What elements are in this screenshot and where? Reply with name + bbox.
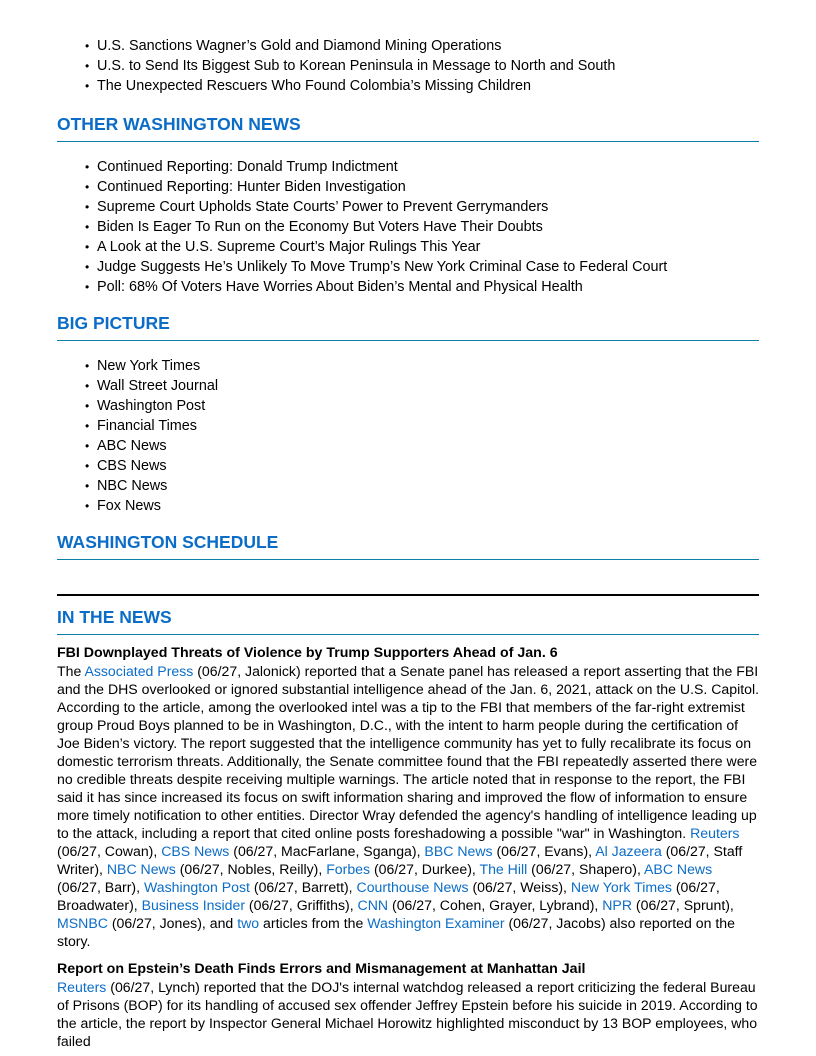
list-item[interactable]: • Supreme Court Upholds State Courts’ Power to Prevent Gerrymanders xyxy=(97,197,759,217)
source-link[interactable]: ABC News xyxy=(644,861,713,877)
list-item[interactable]: • New York Times xyxy=(97,356,759,376)
article-text: (06/27, Evans), xyxy=(492,843,596,859)
article-text: (06/27, Shapero), xyxy=(527,861,645,877)
list-item[interactable]: • A Look at the U.S. Supreme Court’s Major Rulings This Year xyxy=(97,237,759,257)
source-link[interactable]: Reuters xyxy=(690,825,740,841)
source-link[interactable]: MSNBC xyxy=(57,915,108,931)
source-link[interactable]: Washington Post xyxy=(143,879,250,895)
section-divider xyxy=(57,594,759,596)
source-link[interactable]: Business Insider xyxy=(141,897,246,913)
other-washington-news-list xyxy=(57,157,759,297)
list-item[interactable]: • Poll: 68% Of Voters Have Worries About Biden’s Mental and Physical Health xyxy=(97,277,759,297)
source-link[interactable]: CNN xyxy=(357,897,389,913)
list-item[interactable]: • NBC News xyxy=(97,476,759,496)
article-text: articles from the xyxy=(259,915,368,931)
source-link[interactable]: Courthouse News xyxy=(356,879,469,895)
list-item[interactable]: • Continued Reporting: Hunter Biden Investigation xyxy=(97,177,759,197)
article-text: (06/27, Sprunt), xyxy=(632,897,734,913)
list-item[interactable]: • Financial Times xyxy=(97,416,759,436)
article-text: (06/27, Jones), and xyxy=(107,915,238,931)
source-link[interactable]: Forbes xyxy=(326,861,371,877)
article-text: (06/27, Barr), xyxy=(57,879,144,895)
source-link[interactable]: two xyxy=(237,915,260,931)
document-page xyxy=(57,35,759,1050)
article xyxy=(57,644,759,950)
article-body xyxy=(57,978,759,1050)
article-title: FBI Downplayed Threats of Violence by Trump Supporters Ahead of Jan. 6 xyxy=(57,645,558,661)
source-link[interactable]: Associated Press xyxy=(84,663,194,679)
list-item[interactable]: • Biden Is Eager To Run on the Economy But Voters Have Their Doubts xyxy=(97,217,759,237)
source-link[interactable]: CBS News xyxy=(161,843,230,859)
section-heading-in-the-news: IN THE NEWS xyxy=(57,606,759,635)
top-headline-list xyxy=(57,36,759,96)
article-text: (06/27, Jacobs) also reported on the story. xyxy=(57,915,735,949)
source-link[interactable]: Washington Examiner xyxy=(367,915,505,931)
list-item[interactable]: • Judge Suggests He’s Unlikely To Move Trump’s New York Criminal Case to Federal Court xyxy=(97,257,759,277)
source-link[interactable]: New York Times xyxy=(570,879,672,895)
article-text: The xyxy=(57,663,85,679)
source-link[interactable]: NPR xyxy=(602,897,632,913)
list-item[interactable]: • Wall Street Journal xyxy=(97,376,759,396)
section-heading-washington-schedule: WASHINGTON SCHEDULE xyxy=(57,531,759,560)
list-item[interactable]: • Washington Post xyxy=(97,396,759,416)
article-text: (06/27, Nobles, Reilly), xyxy=(175,861,327,877)
article-text: (06/27, Barrett), xyxy=(249,879,357,895)
article-text: (06/27, Staff Writer), xyxy=(57,843,743,877)
article-text: (06/27, Griffiths), xyxy=(245,897,358,913)
article-body xyxy=(57,662,759,950)
list-item[interactable]: • CBS News xyxy=(97,456,759,476)
article-text: (06/27, Lynch) reported that the DOJ's internal watchdog released a report criticizing the federal Bureau of Prisons (BOP) for its handling of accused sex offender Jeffrey Epstein before his suicide in 2019. According to the article, the report by Inspector General Michael Horowitz highlighted misconduct by 13 BOP employees, who failed xyxy=(57,979,758,1049)
article-text: (06/27, Jalonick) reported that a Senate panel has released a report asserting that the FBI and the DHS overlooked or ignored substantial intelligence ahead of the Jan. 6, 2021, attack on the U.S. Capitol. According to the article, among the overlooked intel was a tip to the FBI that members of the far-right extremist group Proud Boys planned to be in Washington, D.C., with the intent to harm people during the certification of Joe Biden’s victory. The report suggested that the intelligence community has yet to fully recalibrate its focus on domestic terrorism threats. Additionally, the Senate committee found that the FBI repeatedly asserted there were no credible threats despite receiving multiple warnings. The article noted that in response to the report, the FBI said it has since increased its focus on swift information sharing and improved the flow of information to ensure more timely notification to other entities. Director Wray defended the agency's handling of intelligence leading up to the attack, including a report that cited online posts foreshadowing a possible "war" in Washington. xyxy=(57,663,760,841)
article-text: (06/27, Weiss), xyxy=(468,879,571,895)
section-heading-big-picture: BIG PICTURE xyxy=(57,312,759,341)
article-text: (06/27, Cowan), xyxy=(57,843,162,859)
article-title: Report on Epstein’s Death Finds Errors and Mismanagement at Manhattan Jail xyxy=(57,961,586,977)
section-heading-other-washington-news: OTHER WASHINGTON NEWS xyxy=(57,113,759,142)
article-text: (06/27, Durkee), xyxy=(370,861,480,877)
article-text: (06/27, Broadwater), xyxy=(57,879,720,913)
list-item[interactable]: • ABC News xyxy=(97,436,759,456)
list-item[interactable]: • U.S. Sanctions Wagner’s Gold and Diamond Mining Operations xyxy=(97,36,759,56)
source-link[interactable]: Al Jazeera xyxy=(595,843,662,859)
article-text: (06/27, MacFarlane, Sganga), xyxy=(229,843,425,859)
source-link[interactable]: BBC News xyxy=(424,843,493,859)
list-item[interactable]: • Continued Reporting: Donald Trump Indictment xyxy=(97,157,759,177)
article-text: (06/27, Cohen, Grayer, Lybrand), xyxy=(388,897,603,913)
big-picture-list xyxy=(57,356,759,516)
list-item[interactable]: • U.S. to Send Its Biggest Sub to Korean Peninsula in Message to North and South xyxy=(97,56,759,76)
article xyxy=(57,960,759,1050)
list-item[interactable]: • The Unexpected Rescuers Who Found Colombia’s Missing Children xyxy=(97,76,759,96)
source-link[interactable]: Reuters xyxy=(57,979,107,995)
source-link[interactable]: The Hill xyxy=(479,861,528,877)
list-item[interactable]: • Fox News xyxy=(97,496,759,516)
source-link[interactable]: NBC News xyxy=(106,861,176,877)
